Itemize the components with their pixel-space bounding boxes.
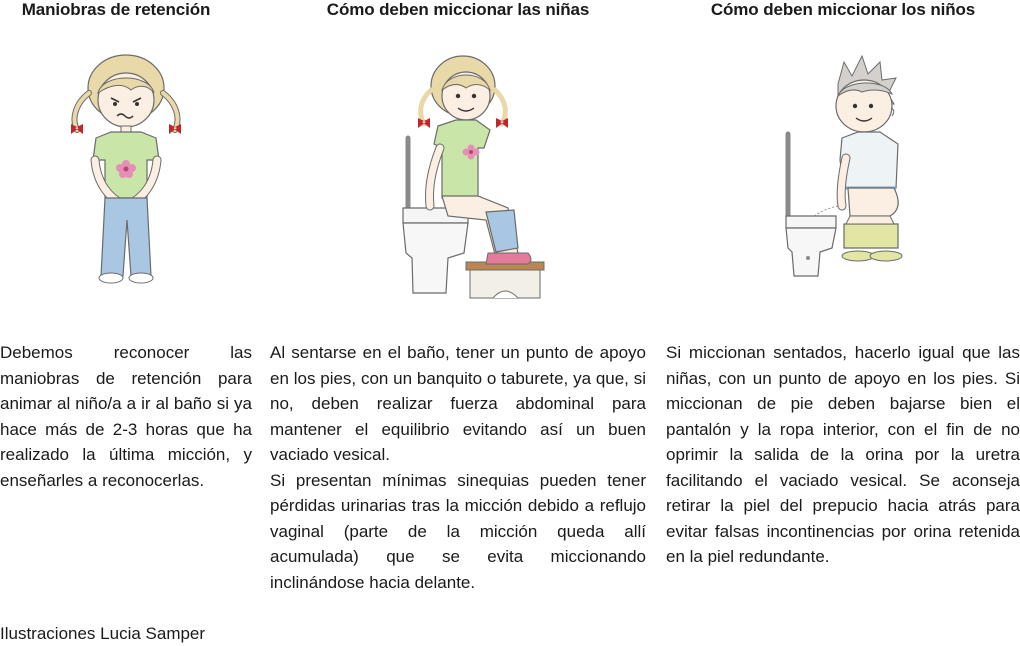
illustrations-credit: Ilustraciones Lucia Samper (0, 624, 206, 643)
body-paragraph: Si presentan mínimas sinequias pueden tener pérdidas urinarias tras la micción debido a reflujo vaginal (parte de la micción queda allí acumulada) que se evita miccionando inclinándose hacia delante. (270, 470, 646, 592)
column-title: Cómo deben miccionar las niñas (326, 0, 590, 19)
body-paragraph: Si miccionan sentados, hacerlo igual que las niñas, con un punto de apoyo en los pies. Si miccionan de pie deben bajarse bien el pantalón y la ropa interior, con el fin de no oprimir la salida de la orina por la uretra facilitando el vaciado vesical. Se aconseja retirar la piel del prepucio hacia atrás para evitar falsas incontinencias por orina retenida en la piel redundante. (666, 343, 1020, 566)
girl-sitting-on-toilet-illustration (270, 48, 646, 310)
column-title: Cómo deben miccionar los niños (710, 0, 976, 19)
column-body (666, 340, 1020, 570)
column-body (270, 340, 646, 595)
body-paragraph: Al sentarse en el baño, tener un punto de apoyo en los pies, con un banquito o taburete, ya que, si no, deben realizar fuerza abdominal para mantener el equilibrio evitando así un buen vaciado vesical. (270, 343, 646, 464)
column-body (0, 340, 252, 493)
girl-holding-urine-drawing (51, 48, 201, 288)
boy-standing-drawing (758, 48, 928, 288)
column-title: Maniobras de retención (21, 0, 211, 19)
girl-holding-urine-illustration (0, 48, 252, 310)
body-paragraph: Debemos reconocer las maniobras de retención para animar al niño/a a ir al baño si ya hace más de 2-3 horas que ha realizado la última micción, y enseñarles a reconocerlas. (0, 343, 252, 490)
boy-urinating-standing-illustration (666, 48, 1020, 310)
girl-on-toilet-drawing (368, 48, 548, 308)
